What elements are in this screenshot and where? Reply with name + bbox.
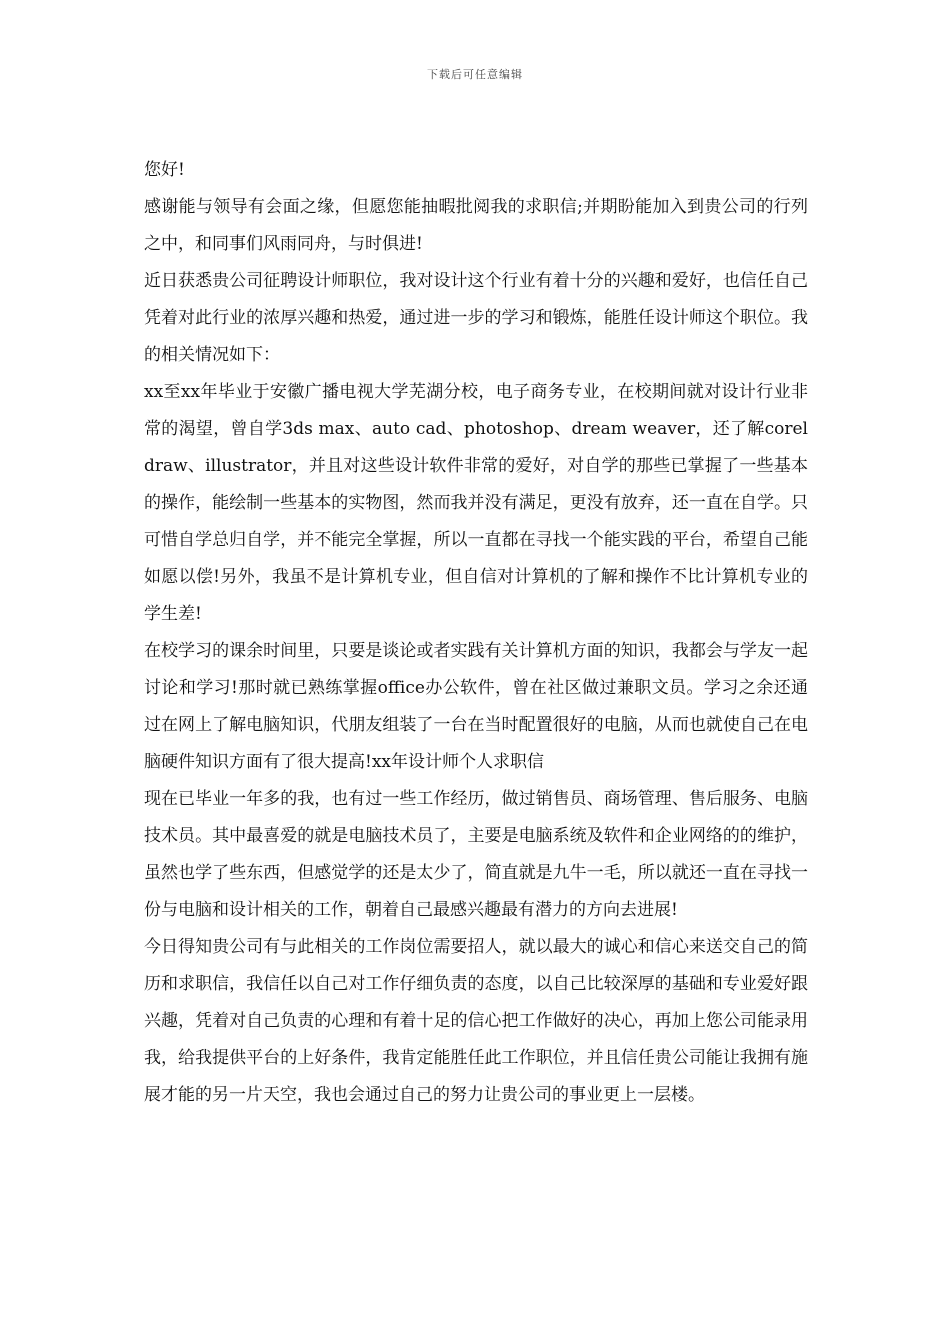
paragraph-education: xx至xx年毕业于安徽广播电视大学芜湖分校，电子商务专业，在校期间就对设计行业非常的渴望，曾自学3ds max、auto cad、photoshop、dream weaver，还了解coreldraw、illustrator，并且对这些设计软件非常的爱好，对自学的那些已掌握了一些基本的操作，能绘制一些基本的实物图，然而我并没有满足，更没有放弃，还一直在自学。只可惜自学总归自学，并不能完全掌握，所以一直都在寻找一个能实践的平台，希望自己能如愿以偿!另外，我虽不是计算机专业，但自信对计算机的了解和操作不比计算机专业的学生差!: [144, 382, 808, 624]
greeting: 您好!: [144, 160, 185, 180]
header-note: 下载后可任意编辑: [427, 68, 523, 81]
paragraph-campus-study: 在校学习的课余时间里，只要是谈论或者实践有关计算机方面的知识，我都会与学友一起讨论和学习!那时就已熟练掌握office办公软件，曾在社区做过兼职文员。学习之余还通过在网上了解电脑知识，代朋友组装了一台在当时配置很好的电脑，从而也就使自己在电脑硬件知识方面有了很大提高!xx年设计师个人求职信: [144, 641, 808, 772]
paragraph-position-interest: 近日获悉贵公司征聘设计师职位，我对设计这个行业有着十分的兴趣和爱好，也信任自己凭着对此行业的浓厚兴趣和热爱，通过进一步的学习和锻炼，能胜任设计师这个职位。我的相关情况如下：: [144, 271, 808, 365]
letter-body: [144, 152, 808, 1114]
paragraph-closing: 今日得知贵公司有与此相关的工作岗位需要招人，就以最大的诚心和信心来送交自己的简历和求职信，我信任以自己对工作仔细负责的态度，以自己比较深厚的基础和专业爱好跟兴趣，凭着对自己负责的心理和有着十足的信心把工作做好的决心，再加上您公司能录用我，给我提供平台的上好条件，我肯定能胜任此工作职位，并且信任贵公司能让我拥有施展才能的另一片天空，我也会通过自己的努力让贵公司的事业更上一层楼。: [144, 937, 808, 1105]
paragraph-work-experience: 现在已毕业一年多的我，也有过一些工作经历，做过销售员、商场管理、售后服务、电脑技术员。其中最喜爱的就是电脑技术员了，主要是电脑系统及软件和企业网络的的维护，虽然也学了些东西，但感觉学的还是太少了，简直就是九牛一毛，所以就还一直在寻找一份与电脑和设计相关的工作，朝着自己最感兴趣最有潜力的方向去进展!: [144, 789, 808, 920]
paragraph-thanks: 感谢能与领导有会面之缘，但愿您能抽暇批阅我的求职信;并期盼能加入到贵公司的行列之中，和同事们风雨同舟，与时俱进!: [144, 197, 808, 254]
